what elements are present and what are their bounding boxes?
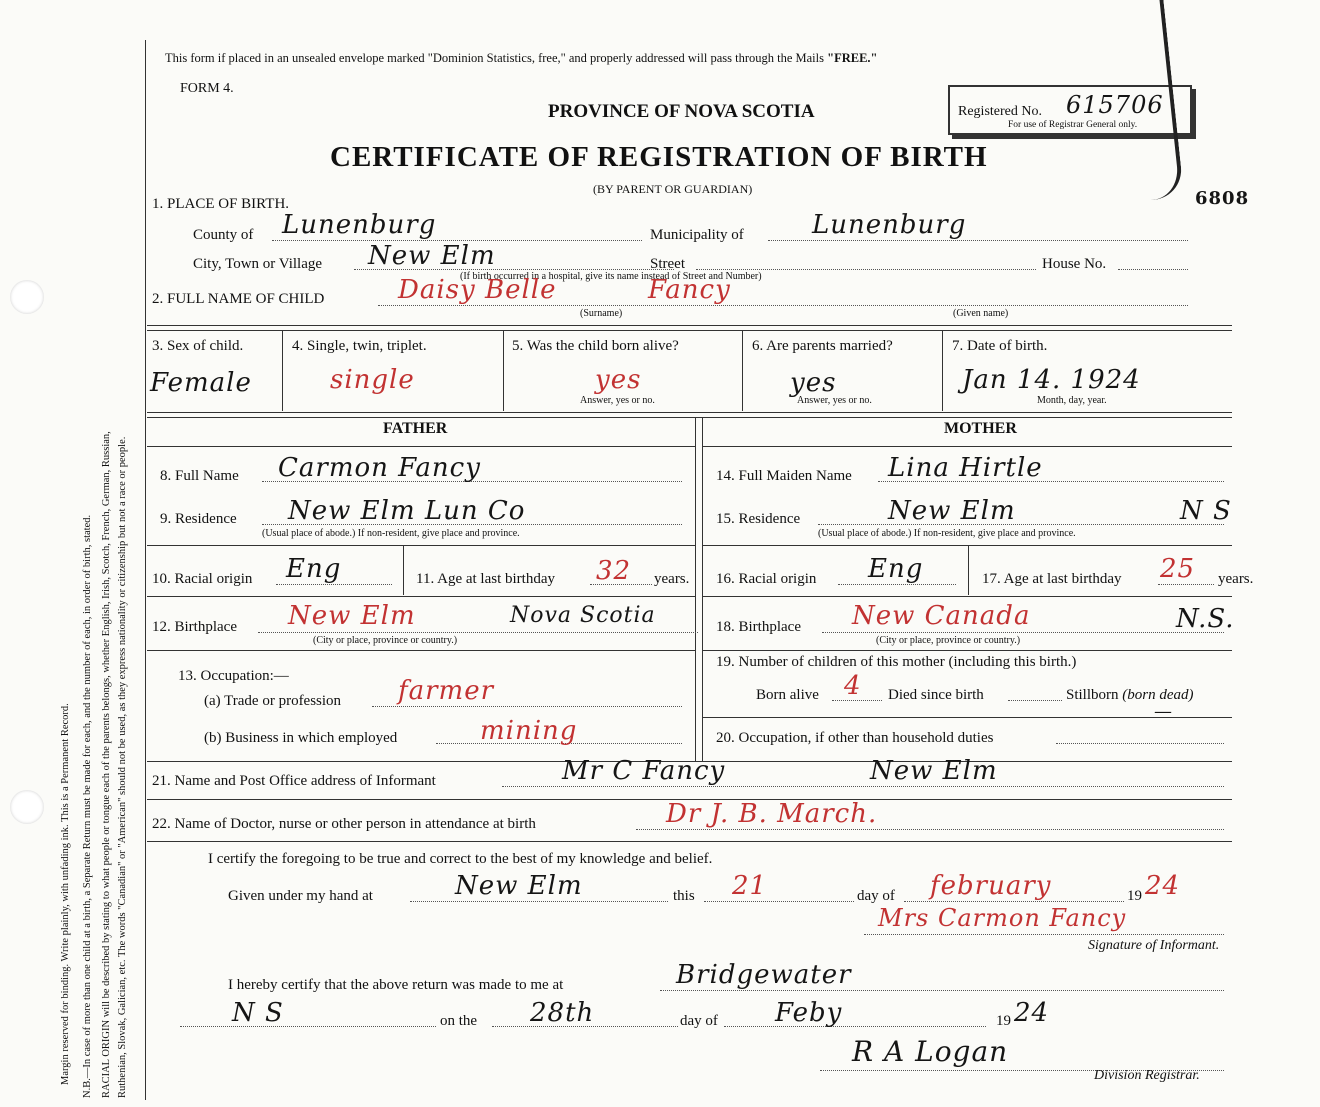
stillborn-value: — (1154, 701, 1173, 722)
registrar-use-note: For use of Registrar General only. (1008, 120, 1138, 130)
informant-line (502, 786, 1224, 787)
registrar-day-of-label: day of (680, 1013, 718, 1029)
col-rule-3 (742, 331, 743, 411)
stillborn-note: (born dead) (1122, 687, 1194, 703)
side-note-line3: RACIAL ORIGIN will be described by stating to what people or tongue each of the parents belongs, whether English, Irish, Scotch, French, German, Russian, (101, 431, 112, 1098)
month-line (904, 901, 1124, 902)
col-rule-2 (503, 331, 504, 411)
form-number: FORM 4. (180, 81, 234, 96)
rule-d (147, 417, 1232, 418)
side-note-line1: Margin reserved for binding. Write plainly, with unfading ink. This is a Permanent Record. (60, 703, 71, 1085)
father-birthplace-label: 12. Birthplace (152, 619, 237, 635)
cert-month-value: february (930, 871, 1052, 901)
certify-statement: I certify the foregoing to be true and correct to the best of my knowledge and belief. (208, 851, 713, 867)
mother-occupation-line (1056, 743, 1224, 744)
place-section-label: 1. PLACE OF BIRTH. (152, 196, 290, 212)
mother-age-label: 17. Age at last birthday (982, 571, 1122, 587)
father-residence-value: New Elm Lun Co (288, 496, 526, 526)
mother-birthplace-label: 18. Birthplace (716, 619, 801, 635)
born-alive-label: Born alive (756, 687, 819, 703)
informant-signature: Mrs Carmon Fancy (878, 904, 1127, 932)
this-label: this (673, 888, 695, 904)
margin-rule (145, 40, 146, 1100)
father-racial-line (276, 584, 392, 585)
side-note-line4: Ruthenian, Slovak, Galician, etc. The words "Canadian" or "American" should not be used, as they express nationality or citizenship but not a race or people. (117, 436, 128, 1098)
father-residence-caption: (Usual place of abode.) If non-resident, give place and province. (262, 528, 520, 539)
child-surname-value: Fancy (648, 275, 731, 305)
dob-value: Jan 14. 1924 (962, 365, 1141, 395)
business-label: (b) Business in which employed (204, 730, 398, 746)
father-birthplace-line (258, 632, 698, 633)
alive-value: yes (595, 365, 642, 395)
page-title: CERTIFICATE OF REGISTRATION OF BIRTH (330, 141, 988, 173)
given-line (410, 901, 668, 902)
mother-rule-4 (702, 717, 1232, 718)
alive-label: 5. Was the child born alive? (512, 338, 679, 354)
mother-age-line (1158, 584, 1214, 585)
father-name-value: Carmon Fancy (278, 453, 481, 483)
born-alive-value: 4 (844, 671, 862, 701)
father-birthplace-city: New Elm (288, 601, 416, 631)
stillborn-label (1066, 688, 1194, 703)
registrar-signature: R A Logan (852, 1035, 1009, 1068)
mother-residence-label: 15. Residence (716, 511, 801, 527)
registrar-statement: I hereby certify that the above return was made to me at (228, 977, 564, 993)
trade-value: farmer (398, 676, 495, 706)
died-label: Died since birth (888, 687, 984, 703)
house-label: House No. (1042, 256, 1107, 272)
doctor-value: Dr J. B. March. (666, 799, 878, 829)
province-heading: PROVINCE OF NOVA SCOTIA (548, 101, 815, 122)
on-the-label: on the (440, 1013, 478, 1029)
married-value: yes (790, 368, 837, 398)
cert-year-prefix: 19 (1127, 888, 1142, 904)
registered-label: Registered No. (958, 104, 1042, 119)
alive-caption: Answer, yes or no. (580, 395, 655, 406)
mother-rule-2 (702, 596, 1232, 597)
rule-b (147, 330, 1232, 331)
plurality-value: single (330, 365, 415, 395)
punch-hole-top (10, 280, 44, 314)
corner-mark: 6808 (1195, 188, 1250, 209)
rule-a (147, 325, 1232, 326)
municipality-label: Municipality of (650, 227, 744, 243)
mother-birthplace-caption: (City or place, province or country.) (876, 635, 1021, 646)
mother-residence-caption: (Usual place of abode.) If non-resident, give place and province. (818, 528, 1076, 539)
registrar-year-prefix: 19 (996, 1013, 1011, 1029)
mother-years: years. (1218, 571, 1254, 587)
registrar-month: Feby (775, 998, 843, 1028)
business-value: mining (480, 716, 578, 746)
mother-birthplace-city: New Canada (852, 601, 1031, 631)
col-rule-1 (282, 331, 283, 411)
given-label: Given under my hand at (228, 888, 373, 904)
city-label: City, Town or Village (193, 256, 323, 272)
children-label: 19. Number of children of this mother (including this birth.) (716, 654, 1077, 670)
county-value: Lunenburg (282, 210, 437, 240)
registrar-place: Bridgewater (676, 960, 852, 990)
child-given-value: Daisy Belle (398, 275, 557, 305)
mother-racial-value: Eng (868, 554, 924, 584)
mail-notice-text: This form if placed in an unsealed envelope marked "Dominion Statistics, free," and properly addressed will pass through the Mails (165, 51, 824, 65)
father-heading: FATHER (383, 420, 448, 437)
mother-residence-value: New Elm (888, 496, 1016, 526)
registered-number: 615706 (1066, 91, 1164, 119)
signature-caption: Signature of Informant. (1088, 938, 1220, 953)
dob-label: 7. Date of birth. (952, 338, 1048, 354)
rule-c (147, 412, 1232, 413)
mother-name-value: Lina Hirtle (888, 453, 1043, 483)
day-line (704, 901, 854, 902)
mother-occupation-label: 20. Occupation, if other than household duties (716, 730, 994, 746)
sex-value: Female (150, 368, 252, 398)
day-of-label: day of (857, 888, 895, 904)
registrar-month-line (724, 1026, 986, 1027)
father-racial-label: 10. Racial origin (152, 571, 253, 587)
father-birthplace-caption: (City or place, province or country.) (313, 635, 458, 646)
street-line (696, 269, 1036, 270)
informant-address: New Elm (870, 756, 998, 786)
registrar-day: 28th (530, 998, 595, 1028)
mother-age-value: 25 (1160, 554, 1196, 584)
registrar-year-suffix: 24 (1014, 998, 1050, 1028)
father-residence-label: 9. Residence (160, 511, 237, 527)
center-rule-a (695, 417, 696, 762)
child-name-label: 2. FULL NAME OF CHILD (152, 291, 325, 307)
trade-label: (a) Trade or profession (204, 693, 342, 709)
father-rule-2 (147, 596, 695, 597)
father-col-rule (403, 545, 404, 595)
mother-rule-3 (702, 650, 1232, 651)
signature-line (864, 934, 1224, 935)
married-caption: Answer, yes or no. (797, 395, 872, 406)
mother-residence-line (818, 524, 1224, 525)
mail-notice (165, 52, 877, 65)
died-line (1008, 700, 1062, 701)
municipality-line (768, 240, 1188, 241)
hospital-note: (If birth occurred in a hospital, give its name instead of Street and Number) (460, 271, 762, 282)
mother-birthplace-province: N.S. (1176, 604, 1235, 634)
mother-birthplace-line (822, 632, 1224, 633)
mother-racial-label: 16. Racial origin (716, 571, 817, 587)
mother-name-label: 14. Full Maiden Name (716, 468, 852, 484)
house-line (1118, 269, 1188, 270)
child-name-line (378, 305, 1188, 306)
given-place: New Elm (455, 871, 583, 901)
registrar-place-line (660, 990, 1224, 991)
registrar-prefix: N S (232, 998, 284, 1028)
side-note-line2: N.B.—In case of more than one child at a birth, a Separate Return must be made for each, and the number of each, in order of birth, stated. (82, 514, 93, 1098)
father-age-value: 32 (596, 556, 632, 586)
father-birthplace-province: Nova Scotia (510, 603, 656, 628)
county-label: County of (193, 227, 254, 243)
cert-year-suffix: 24 (1145, 871, 1181, 901)
mother-rule-1 (702, 545, 1232, 546)
father-rule-1 (147, 545, 695, 546)
mother-col-rule (968, 545, 969, 595)
informant-label: 21. Name and Post Office address of Informant (152, 773, 436, 789)
informant-name: Mr C Fancy (562, 756, 726, 786)
rule-g (147, 841, 1232, 842)
municipality-value: Lunenburg (812, 210, 967, 240)
city-value: New Elm (368, 241, 496, 271)
dob-caption: Month, day, year. (1037, 395, 1107, 406)
street-label: Street (650, 256, 685, 272)
doctor-label: 22. Name of Doctor, nurse or other person in attendance at birth (152, 816, 536, 832)
mother-heading-rule (702, 446, 1232, 447)
father-years: years. (654, 571, 690, 587)
father-heading-rule (147, 446, 695, 447)
father-rule-3 (147, 650, 695, 651)
father-racial-value: Eng (286, 554, 342, 584)
occupation-label: 13. Occupation:— (178, 668, 289, 684)
punch-hole-bottom (10, 790, 44, 824)
center-rule-b (702, 417, 703, 762)
registrar-prefix-line (180, 1026, 436, 1027)
plurality-label: 4. Single, twin, triplet. (292, 338, 427, 354)
father-age-label: 11. Age at last birthday (416, 571, 555, 587)
mother-residence-province: N S (1180, 496, 1232, 526)
cert-day-value: 21 (732, 871, 768, 901)
married-label: 6. Are parents married? (752, 338, 893, 354)
trade-line (372, 706, 682, 707)
sex-label: 3. Sex of child. (152, 338, 244, 354)
given-caption: (Given name) (953, 308, 1009, 319)
mother-racial-line (838, 584, 956, 585)
surname-caption: (Surname) (580, 308, 623, 319)
father-name-label: 8. Full Name (160, 468, 239, 484)
stillborn-text: Stillborn (1066, 687, 1119, 703)
mail-free-text: "FREE." (827, 51, 878, 65)
registrar-caption: Division Registrar. (1094, 1068, 1200, 1083)
mother-heading: MOTHER (944, 420, 1017, 437)
doctor-line (636, 829, 1224, 830)
col-rule-4 (942, 331, 943, 411)
page-subtitle: (BY PARENT OR GUARDIAN) (593, 182, 753, 196)
